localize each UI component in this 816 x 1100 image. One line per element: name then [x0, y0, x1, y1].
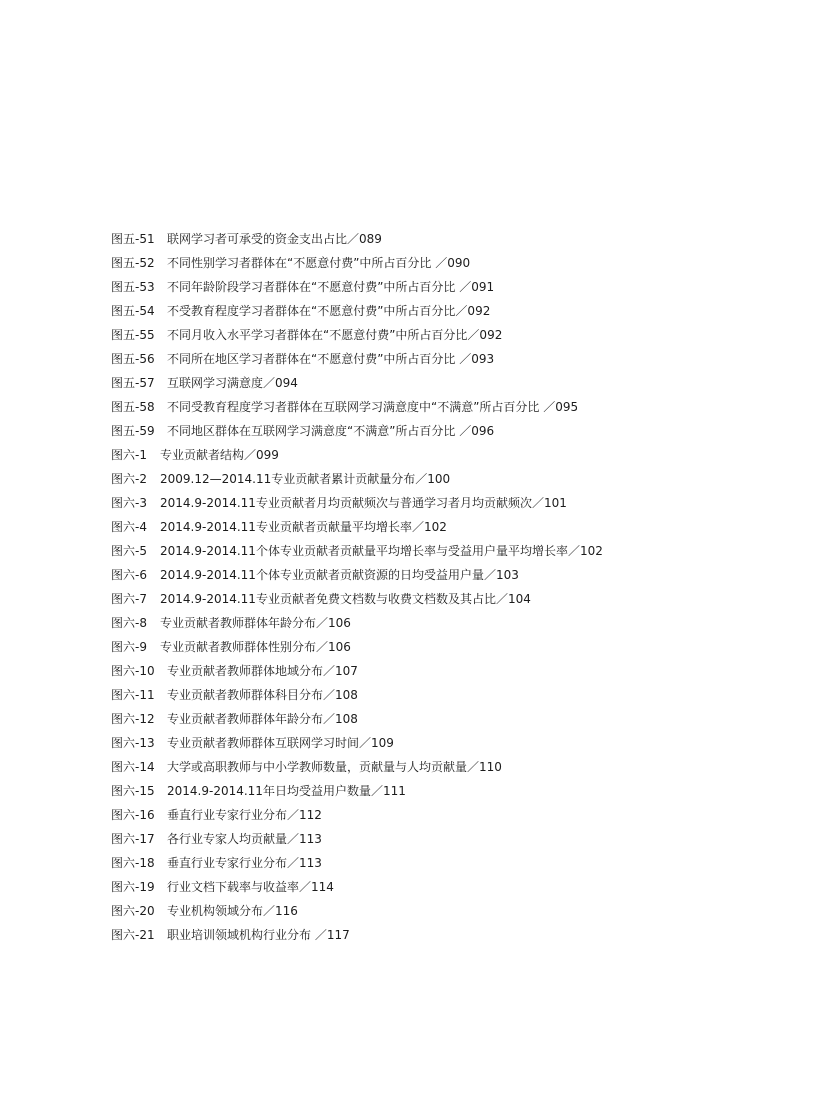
list-item: [111, 419, 711, 443]
figure-number: 图六-17: [111, 832, 155, 846]
figure-number: 图六-12: [111, 712, 155, 726]
figure-number: 图五-57: [111, 376, 155, 390]
figure-number: 图五-58: [111, 400, 155, 414]
figure-title: 不同年龄阶段学习者群体在“不愿意付费”中所占百分比 ／091: [167, 280, 495, 294]
figure-title: 各行业专家人均贡献量／113: [167, 832, 322, 846]
figure-title: 职业培训领域机构行业分布 ／117: [167, 928, 350, 942]
list-item: [111, 443, 711, 467]
figure-title: 2014.9-2014.11个体专业贡献者贡献资源的日均受益用户量／103: [160, 568, 519, 582]
figure-number: 图六-13: [111, 736, 155, 750]
figure-title: 不同月收入水平学习者群体在“不愿意付费”中所占百分比／092: [167, 328, 503, 342]
list-item: [111, 611, 711, 635]
figure-number: 图五-52: [111, 256, 155, 270]
figure-title: 垂直行业专家行业分布／113: [167, 856, 322, 870]
figure-number: 图六-2: [111, 472, 147, 486]
list-item: [111, 539, 711, 563]
figure-title: 2014.9-2014.11个体专业贡献者贡献量平均增长率与受益用户量平均增长率／102: [160, 544, 603, 558]
figure-title: 专业机构领域分布／116: [167, 904, 298, 918]
list-item: [111, 851, 711, 875]
figure-title: 专业贡献者结构／099: [160, 448, 279, 462]
list-item: [111, 923, 711, 947]
list-item: [111, 875, 711, 899]
figure-number: 图六-20: [111, 904, 155, 918]
figure-number: 图六-6: [111, 568, 147, 582]
list-item: [111, 275, 711, 299]
figure-number: 图六-7: [111, 592, 147, 606]
list-item: [111, 299, 711, 323]
figure-number: 图六-1: [111, 448, 147, 462]
list-item: [111, 803, 711, 827]
list-item: [111, 659, 711, 683]
figure-number: 图六-8: [111, 616, 147, 630]
list-item: [111, 515, 711, 539]
list-item: [111, 251, 711, 275]
figure-title: 2009.12—2014.11专业贡献者累计贡献量分布／100: [160, 472, 451, 486]
figure-number: 图六-19: [111, 880, 155, 894]
figure-title: 2014.9-2014.11专业贡献者贡献量平均增长率／102: [160, 520, 447, 534]
figure-number: 图六-4: [111, 520, 147, 534]
figure-number: 图六-3: [111, 496, 147, 510]
figure-number: 图五-55: [111, 328, 155, 342]
figure-number: 图六-14: [111, 760, 155, 774]
list-item: [111, 683, 711, 707]
figure-title: 互联网学习满意度／094: [167, 376, 298, 390]
figure-title: 不受教育程度学习者群体在“不愿意付费”中所占百分比／092: [167, 304, 491, 318]
figure-title: 2014.9-2014.11年日均受益用户数量／111: [167, 784, 406, 798]
figure-title: 大学或高职教师与中小学教师数量，贡献量与人均贡献量／110: [167, 760, 502, 774]
list-item: [111, 467, 711, 491]
figure-title: 联网学习者可承受的资金支出占比／089: [167, 232, 382, 246]
figure-number: 图六-5: [111, 544, 147, 558]
figure-list: [111, 227, 711, 947]
figure-number: 图六-18: [111, 856, 155, 870]
figure-title: 专业贡献者教师群体科目分布／108: [167, 688, 358, 702]
figure-title: 不同性别学习者群体在“不愿意付费”中所占百分比 ／090: [167, 256, 471, 270]
list-item: [111, 491, 711, 515]
figure-title: 专业贡献者教师群体互联网学习时间／109: [167, 736, 394, 750]
figure-title: 专业贡献者教师群体地域分布／107: [167, 664, 358, 678]
list-item: [111, 635, 711, 659]
list-item: [111, 395, 711, 419]
figure-number: 图五-59: [111, 424, 155, 438]
figure-number: 图五-51: [111, 232, 155, 246]
list-item: [111, 323, 711, 347]
figure-title: 2014.9-2014.11专业贡献者月均贡献频次与普通学习者月均贡献频次／101: [160, 496, 567, 510]
figure-title: 专业贡献者教师群体性别分布／106: [160, 640, 351, 654]
list-item: [111, 899, 711, 923]
list-item: [111, 755, 711, 779]
figure-number: 图六-15: [111, 784, 155, 798]
figure-number: 图五-54: [111, 304, 155, 318]
figure-title: 垂直行业专家行业分布／112: [167, 808, 322, 822]
list-item: [111, 347, 711, 371]
list-item: [111, 779, 711, 803]
list-item: [111, 371, 711, 395]
list-item: [111, 731, 711, 755]
figure-number: 图五-56: [111, 352, 155, 366]
figure-number: 图六-11: [111, 688, 155, 702]
list-item: [111, 587, 711, 611]
figure-title: 2014.9-2014.11专业贡献者免费文档数与收费文档数及其占比／104: [160, 592, 531, 606]
figure-title: 专业贡献者教师群体年龄分布／106: [160, 616, 351, 630]
list-item: [111, 707, 711, 731]
figure-title: 专业贡献者教师群体年龄分布／108: [167, 712, 358, 726]
list-item: [111, 227, 711, 251]
figure-title: 不同受教育程度学习者群体在互联网学习满意度中“不满意”所占百分比 ／095: [167, 400, 579, 414]
figure-number: 图五-53: [111, 280, 155, 294]
figure-number: 图六-10: [111, 664, 155, 678]
figure-title: 不同地区群体在互联网学习满意度“不满意”所占百分比 ／096: [167, 424, 495, 438]
list-item: [111, 563, 711, 587]
figure-number: 图六-16: [111, 808, 155, 822]
figure-title: 不同所在地区学习者群体在“不愿意付费”中所占百分比 ／093: [167, 352, 495, 366]
figure-number: 图六-9: [111, 640, 147, 654]
list-item: [111, 827, 711, 851]
figure-number: 图六-21: [111, 928, 155, 942]
figure-title: 行业文档下载率与收益率／114: [167, 880, 334, 894]
